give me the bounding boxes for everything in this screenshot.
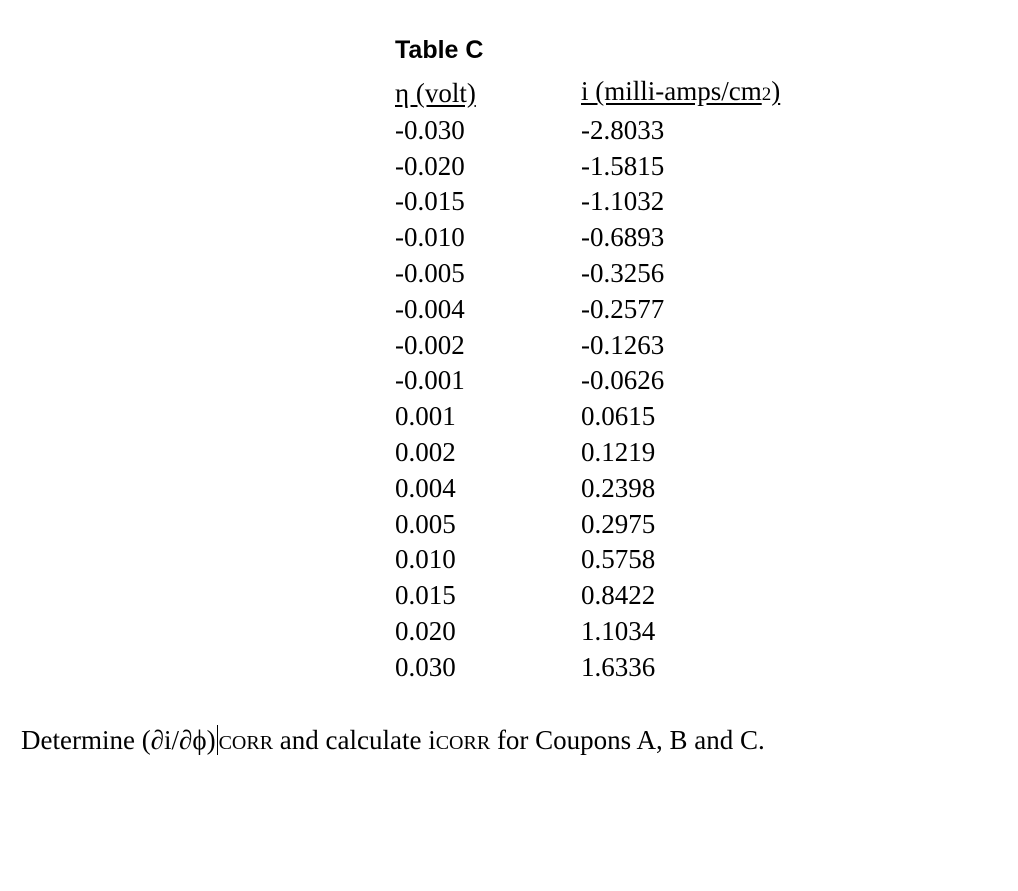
overpotential-cell: 0.020	[395, 615, 456, 646]
current-density-cell: -0.3256	[581, 257, 665, 288]
overpotential-cell: 0.030	[395, 651, 456, 682]
current-density-cell: -1.5815	[581, 150, 665, 181]
current-density-cell: -0.0626	[581, 365, 665, 396]
table-row	[395, 399, 841, 435]
overpotential-cell: -0.001	[395, 365, 465, 396]
current-density-cell: -0.6893	[581, 222, 665, 253]
table-row	[395, 113, 841, 149]
polarization-data-table	[395, 74, 841, 686]
table-row	[395, 507, 841, 543]
current-density-cell: 1.6336	[581, 651, 656, 682]
current-density-cell: 0.2975	[581, 508, 656, 539]
overpotential-column-header: η (volt)	[395, 77, 476, 108]
table-row	[395, 256, 841, 292]
overpotential-cell: 0.015	[395, 580, 456, 611]
overpotential-cell: 0.001	[395, 401, 456, 432]
overpotential-cell: -0.002	[395, 329, 465, 360]
table-row	[395, 435, 841, 471]
table-row	[395, 578, 841, 614]
table-row	[395, 363, 841, 399]
current-density-column-header: i (milli-amps/cm2)	[581, 76, 781, 106]
question-text: Determine (∂i/∂ϕ) CORR and calculate iCORR for Coupons A, B and C.	[21, 725, 765, 755]
current-density-cell: -0.1263	[581, 329, 665, 360]
overpotential-cell: 0.002	[395, 436, 456, 467]
overpotential-cell: -0.015	[395, 186, 465, 217]
current-density-cell: 0.0615	[581, 401, 656, 432]
current-density-cell: 0.1219	[581, 436, 656, 467]
table-row	[395, 650, 841, 686]
evaluation-bar	[217, 725, 218, 755]
overpotential-cell: 0.004	[395, 472, 456, 503]
table-row	[395, 328, 841, 364]
current-density-cell: 0.2398	[581, 472, 656, 503]
table-row	[395, 184, 841, 220]
table-body	[395, 113, 841, 686]
current-density-cell: 1.1034	[581, 615, 656, 646]
current-density-cell: -1.1032	[581, 186, 665, 217]
current-density-cell: -2.8033	[581, 114, 665, 145]
corr-subscript: CORR	[435, 732, 491, 754]
table-row	[395, 292, 841, 328]
current-density-cell: 0.8422	[581, 580, 656, 611]
table-row	[395, 220, 841, 256]
unit-exponent: 2	[761, 84, 772, 105]
table-title: Table C	[395, 36, 484, 64]
overpotential-cell: -0.020	[395, 150, 465, 181]
overpotential-cell: -0.005	[395, 257, 465, 288]
table-row	[395, 149, 841, 185]
overpotential-cell: -0.010	[395, 222, 465, 253]
current-density-cell: 0.5758	[581, 544, 656, 575]
overpotential-cell: 0.005	[395, 508, 456, 539]
current-density-cell: -0.2577	[581, 293, 665, 324]
table-header-row	[395, 74, 841, 113]
table-row	[395, 614, 841, 650]
table-row	[395, 542, 841, 578]
corr-subscript: CORR	[218, 732, 274, 754]
overpotential-cell: 0.010	[395, 544, 456, 575]
table-row	[395, 471, 841, 507]
overpotential-cell: -0.030	[395, 114, 465, 145]
overpotential-cell: -0.004	[395, 293, 465, 324]
